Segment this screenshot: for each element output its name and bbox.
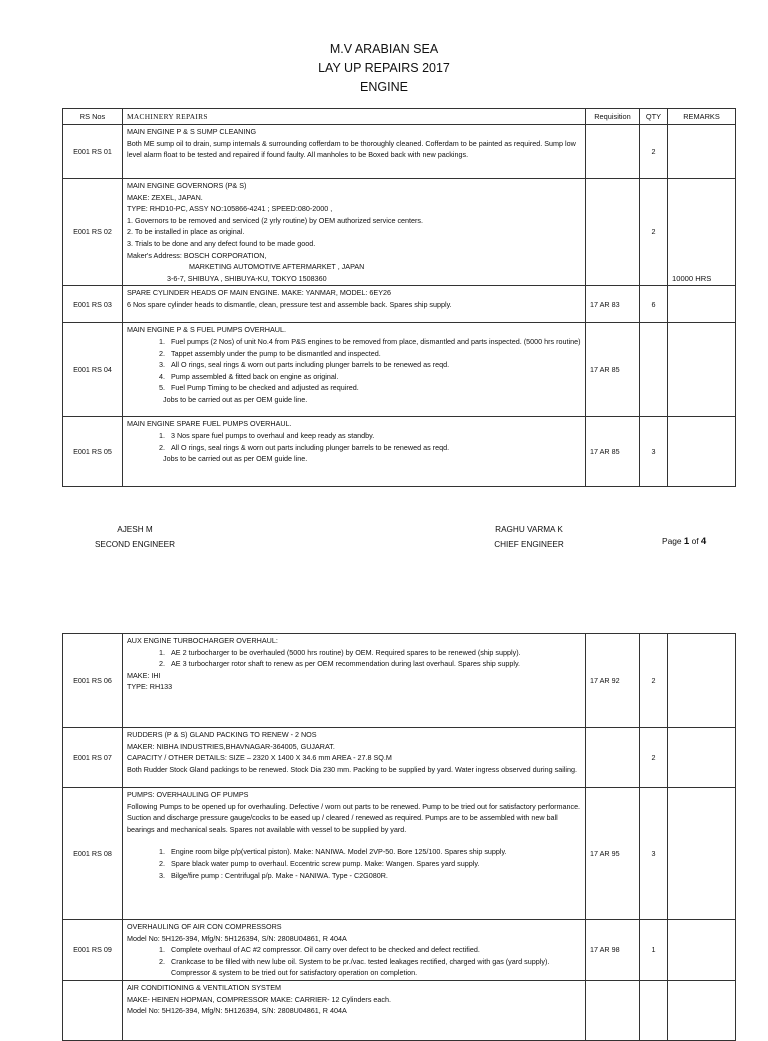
table-header-row [63, 109, 736, 125]
repair-text: Following Pumps to be opened up for overhauling. Defective / worn out parts to be renewed. Pump to be tried out for satisfactory performance. Suction and discharge pressure gauge/cocks to be eased up / cleared / renewed as required. Pumps are to be assembled with new ball bearings and mechanical seals. Spares not available with vessel to be supplied by yard. [127, 801, 581, 834]
repair-line: Model No: 5H126-394, Mfg/N: 5H126394, S/N: 2808U04861, R 404A [127, 1006, 347, 1016]
signatory-role: SECOND ENGINEER [94, 540, 176, 549]
table-row [63, 728, 736, 788]
list-item: 1. Engine room bilge p/p(vertical piston). Make: NANIWA. Model 2VP-50. Bore 125/100. Spares ship supply. [167, 846, 581, 858]
rs-code [63, 980, 123, 1040]
requisition-cell [586, 125, 640, 179]
repair-line: 2. To be installed in place as original. [127, 227, 245, 237]
qty-cell [640, 323, 668, 417]
list-item: 1. 3 Nos spare fuel pumps to overhaul and keep ready as standby. [167, 430, 581, 442]
repair-title: PUMPS: OVERHAULING OF PUMPS [127, 790, 249, 799]
signatory-name: RAGHU VARMA K [495, 525, 563, 534]
list-item: 3. Bilge/fire pump : Centrifugal p/p. Make - NANIWA. Type - C2G080R. [167, 870, 581, 882]
repair-description [123, 634, 586, 728]
list-item: 3. All O rings, seal rings & worn out parts including plunger barrels to be renewed as reqd. [167, 359, 581, 371]
rs-code: E001 RS 03 [63, 286, 123, 323]
signature-second-engineer [92, 522, 178, 552]
list-item: 1. Complete overhaul of AC #2 compressor. Oil carry over defect to be checked and defect rectified. [167, 944, 581, 956]
remarks-cell [668, 728, 736, 788]
requisition-cell [586, 728, 640, 788]
vessel-name: M.V ARABIAN SEA [329, 42, 439, 56]
table-row [63, 323, 736, 417]
repair-title: SPARE CYLINDER HEADS OF MAIN ENGINE. MAKE: YANMAR, MODEL: 6EY26 [127, 288, 392, 298]
repair-steps [127, 647, 581, 670]
repair-description [123, 980, 586, 1040]
requisition-cell [586, 980, 640, 1040]
remarks-cell [668, 980, 736, 1040]
repair-line: MAKE: ZEXEL, JAPAN. [127, 192, 203, 202]
repair-line: MAKER: NIBHA INDUSTRIES,BHAVNAGAR-364005, GUJARAT. [127, 741, 335, 751]
list-item: 2. Crankcase to be filled with new lube oil. System to be pr./vac. tested leakages rectified, charged with gas (yard supply). Compressor & system to be tried out for satisfactory operation on completion. [167, 956, 581, 979]
qty-cell [640, 980, 668, 1040]
repair-line: Maker's Address: BOSCH CORPORATION, [127, 250, 267, 260]
repair-title: MAIN ENGINE GOVERNORS (P& S) [127, 181, 247, 190]
requisition-cell: 17 AR 85 [586, 417, 640, 487]
table-row [63, 788, 736, 920]
table-row [63, 417, 736, 487]
requisition-cell: 17 AR 83 [586, 286, 640, 323]
project-title: LAY UP REPAIRS 2017 [318, 61, 450, 75]
qty-cell: 2 [640, 125, 668, 179]
qty-cell: 6 [640, 286, 668, 323]
page-total: 4 [700, 536, 707, 547]
rs-code: E001 RS 02 [63, 179, 123, 286]
maker-address-line: MARKETING AUTOMOTIVE AFTERMARKET , JAPAN [189, 262, 365, 272]
repair-description [123, 323, 586, 417]
table-row [63, 179, 736, 286]
page-of-label: of [691, 536, 699, 546]
table-row [63, 920, 736, 981]
qty-cell: 2 [640, 634, 668, 728]
remarks-cell [668, 920, 736, 981]
rs-code: E001 RS 04 [63, 323, 123, 417]
remarks-cell [668, 788, 736, 920]
repair-description [123, 125, 586, 179]
repair-description [123, 788, 586, 920]
requisition-cell: 17 AR 92 [586, 634, 640, 728]
remarks-cell [668, 417, 736, 487]
requisition-cell: 17 AR 85 [586, 323, 640, 417]
qty-cell: 3 [640, 417, 668, 487]
repair-line: MAKE- HEINEN HOPMAN, COMPRESSOR MAKE: CARRIER- 12 Cylinders each. [127, 994, 391, 1004]
rs-code: E001 RS 05 [63, 417, 123, 487]
column-header-requisition: Requisition [586, 109, 640, 125]
signatory-name: AJESH M [117, 525, 153, 534]
repair-line: Model No: 5H126-394, Mfg/N: 5H126394, S/N: 2808U04861, R 404A [127, 933, 347, 943]
column-header-remarks: REMARKS [668, 109, 736, 125]
repair-steps [127, 846, 581, 881]
repair-title: MAIN ENGINE P & S SUMP CLEANING [127, 127, 257, 136]
repair-title: AIR CONDITIONING & VENTILATION SYSTEM [127, 982, 282, 992]
repair-text: Both Rudder Stock Gland packings to be renewed. Stock Dia 230 mm. Packing to be supplied by yard. Water ingress observed during sailing. [127, 764, 577, 774]
list-item: 2. Tappet assembly under the pump to be dismantled and inspected. [167, 348, 581, 360]
repair-line: CAPACITY / OTHER DETAILS: SIZE – 2320 X 1400 X 34.6 mm AREA - 27.8 SQ.M [127, 753, 392, 763]
rs-code: E001 RS 01 [63, 125, 123, 179]
table-row [63, 286, 736, 323]
rs-code: E001 RS 08 [63, 788, 123, 920]
rs-code: E001 RS 07 [63, 728, 123, 788]
qty-cell: 3 [640, 788, 668, 920]
repair-text: Both ME sump oil to drain, sump internals & surrounding cofferdam to be thoroughly cleaned. Cofferdam to be painted as required. Sump low level alarm float to be tested and repaired if found faulty. All manholes to be Boxed back with new packings. [127, 138, 576, 160]
list-item: 2. AE 3 turbocharger rotor shaft to renew as per OEM recommendation during last overhaul. Spares ship supply. [167, 658, 581, 670]
list-item: 5. Fuel Pump Timing to be checked and adjusted as required. [167, 382, 581, 394]
requisition-cell [586, 179, 640, 286]
column-header-machinery: MACHINERY REPAIRS [123, 109, 586, 125]
requisition-cell: 17 AR 98 [586, 920, 640, 981]
list-item: 1. Fuel pumps (2 Nos) of unit No.4 from P&S engines to be removed from place, dismantled and parts inspected. (5000 hrs routine) [167, 336, 581, 348]
repair-title: MAIN ENGINE P & S FUEL PUMPS OVERHAUL. [127, 325, 286, 335]
page-label: Page [662, 536, 682, 546]
repair-title: AUX ENGINE TURBOCHARGER OVERHAUL: [127, 636, 278, 645]
page-2 [0, 600, 768, 1024]
remarks-cell [668, 125, 736, 179]
remarks-cell [668, 634, 736, 728]
column-header-rs-nos: RS Nos [63, 109, 123, 125]
table-row [63, 634, 736, 728]
repair-line: TYPE: RHD10-PC, ASSY NO:105866-4241 ; SPEED:080-2000 , [127, 204, 333, 214]
repair-title: MAIN ENGINE SPARE FUEL PUMPS OVERHAUL. [127, 419, 292, 429]
list-item: 2. Spare black water pump to overhaul. Eccentric screw pump. Make: Wangen. Spares yard supply. [167, 858, 581, 870]
signature-chief-engineer [480, 522, 578, 552]
repair-line: 3. Trials to be done and any defect found to be made good. [127, 238, 316, 248]
page-number [662, 536, 706, 547]
repair-steps [127, 336, 581, 394]
repair-steps [127, 944, 581, 979]
table-row [63, 125, 736, 179]
qty-cell: 2 [640, 728, 668, 788]
repairs-table-page-1 [62, 108, 736, 487]
column-header-qty: QTY [640, 109, 668, 125]
repairs-table-page-2 [62, 633, 736, 1041]
repair-title: OVERHAULING OF AIR CON COMPRESSORS [127, 922, 282, 931]
remarks-cell [668, 286, 736, 323]
list-item: 2. All O rings, seal rings & worn out parts including plunger barrels to be renewed as reqd. [167, 442, 581, 454]
repair-steps [127, 430, 581, 453]
rs-code: E001 RS 06 [63, 634, 123, 728]
repair-line: 1. Governors to be removed and serviced (2 yrly routine) by OEM authorized service centers. [127, 215, 424, 225]
repair-description [123, 920, 586, 981]
qty-cell: 1 [640, 920, 668, 981]
remarks-cell: 10000 HRS [668, 179, 736, 286]
repair-text: 6 Nos spare cylinder heads to dismantle, clean, pressure test and assemble back. Spares ship supply. [127, 299, 452, 309]
remarks-cell [668, 323, 736, 417]
repair-title: RUDDERS (P & S) GLAND PACKING TO RENEW - 2 NOS [127, 730, 317, 739]
qty-cell: 2 [640, 179, 668, 286]
repair-description [123, 286, 586, 323]
requisition-cell: 17 AR 95 [586, 788, 640, 920]
section-title: ENGINE [360, 80, 408, 94]
maker-address-line: 3-6-7, SHIBUYA , SHIBUYA-KU, TOKYO 1508360 [167, 273, 327, 283]
document-header [0, 40, 768, 97]
repair-description [123, 179, 586, 286]
page-current: 1 [683, 536, 690, 547]
repair-line: MAKE: IHI [127, 670, 161, 680]
repair-line: TYPE: RH133 [127, 682, 173, 692]
repair-description [123, 417, 586, 487]
signatory-role: CHIEF ENGINEER [494, 540, 564, 549]
rs-code: E001 RS 09 [63, 920, 123, 981]
repair-note: Jobs to be carried out as per OEM guide line. [163, 394, 308, 404]
list-item: 1. AE 2 turbocharger to be overhauled (5000 hrs routine) by OEM. Required spares to be renewed (ship supply). [167, 647, 581, 659]
repair-note: Jobs to be carried out as per OEM guide line. [163, 454, 308, 464]
list-item: 4. Pump assembled & fitted back on engine as original. [167, 371, 581, 383]
repair-description [123, 728, 586, 788]
table-row [63, 980, 736, 1040]
